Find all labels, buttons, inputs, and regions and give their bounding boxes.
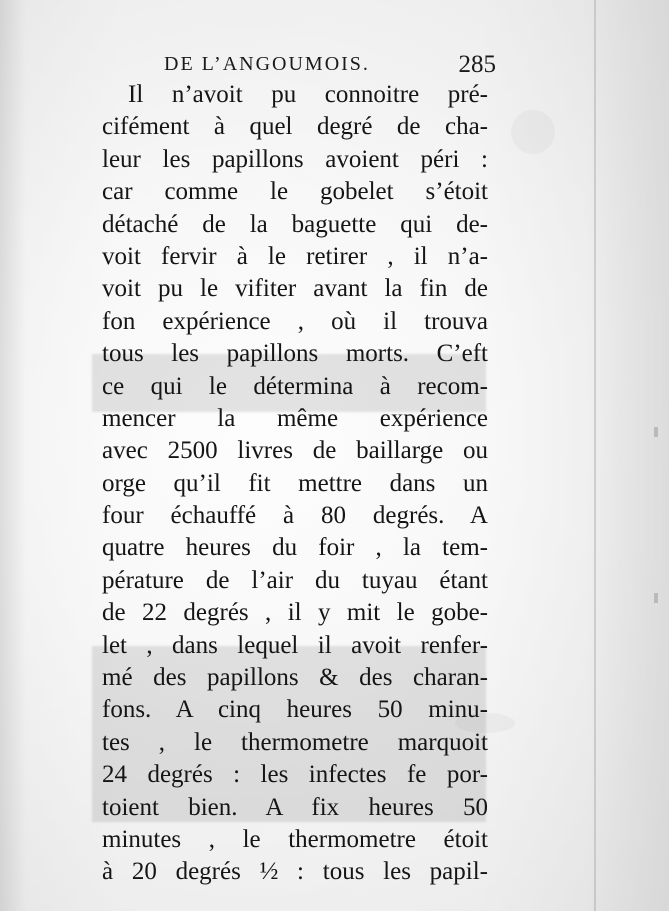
text-line: fons. A cinq heures 50 minu- (102, 696, 488, 724)
text-line: pérature de l’air du tuyau étant (102, 566, 488, 594)
text-line: voit pu le vifiter avant la fin de (102, 275, 488, 303)
text-line: mencer la même expérience (102, 404, 488, 432)
text-line: Il n’avoit pu connoitre pré- (128, 81, 488, 108)
text-line: fon expérience , où il trouva (102, 307, 488, 335)
text-line: cifément à quel degré de cha- (102, 113, 488, 141)
text-line: minutes , le thermometre étoit (102, 825, 488, 853)
text-line: 24 degrés : les infectes fe por- (102, 761, 488, 789)
text-line: let , dans lequel il avoit renfer- (102, 631, 488, 659)
text-line: tous les papillons morts. C’eft (102, 340, 488, 368)
page-edge-mark-lower (654, 593, 658, 603)
text-line: détaché de la baguette qui de- (102, 210, 488, 238)
text-line: toient bien. A fix heures 50 (102, 793, 488, 821)
text-line: four échauffé à 80 degrés. A (102, 502, 488, 530)
running-head: DE L’ANGOUMOIS. (164, 53, 370, 75)
text-line: de 22 degrés , il y mit le gobe- (102, 599, 488, 627)
page-spine-shadow (0, 0, 26, 911)
body-text (102, 79, 488, 886)
page-edge-mark-upper (654, 427, 658, 437)
text-line: car comme le gobelet s’étoit (102, 178, 488, 206)
text-line: voit fervir à le retirer , il n’a- (102, 242, 488, 270)
text-line: ce qui le détermina à recom- (102, 372, 488, 400)
text-line: à 20 degrés ½ : tous les papil- (102, 858, 488, 886)
page-number: 285 (458, 51, 496, 78)
page-edge-shadow (587, 0, 669, 911)
text-line: orge qu’il fit mettre dans un (102, 469, 488, 497)
paper-spot-upper (511, 110, 555, 154)
text-line: mé des papillons & des charan- (102, 664, 488, 692)
text-line: tes , le thermometre marquoit (102, 728, 488, 756)
page-edge-line (594, 0, 596, 911)
text-line: quatre heures du foir , la tem- (102, 534, 488, 562)
text-line: avec 2500 livres de baillarge ou (102, 437, 488, 465)
text-line: leur les papillons avoient péri : (102, 145, 488, 173)
